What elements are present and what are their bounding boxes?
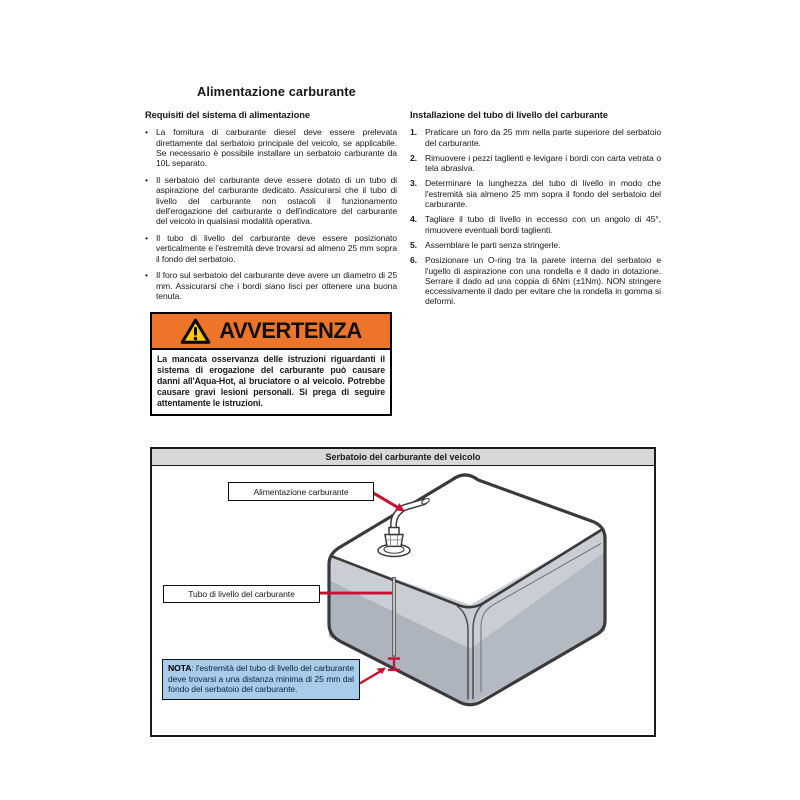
warning-text: La mancata osservanza delle istruzioni riguardanti il sistema di erogazione del carburante può causare danni all'Aqua-Hot, al bruciatore o al veicolo. Potrebbe causare gravi lesioni personali. Si prega di seguire attentamente le istruzioni. xyxy=(152,350,390,414)
diagram-title-bar: Serbatoio del carburante del veicolo xyxy=(152,449,654,466)
left-column xyxy=(145,110,397,416)
step-number: 4. xyxy=(410,214,417,225)
numbered-step xyxy=(410,255,661,306)
bullet-marker: • xyxy=(145,270,148,281)
list-item xyxy=(145,233,397,264)
note-bold-label: NOTA xyxy=(168,663,192,673)
diagram-canvas xyxy=(152,466,654,734)
warning-word: AVVERTENZA xyxy=(219,318,362,344)
step-number: 1. xyxy=(410,127,417,138)
step-number: 5. xyxy=(410,239,417,250)
step-text: Rimuovere i pezzi taglienti e levigare i bordi con carta vetrata o tela abrasiva. xyxy=(425,152,661,174)
note-box xyxy=(162,659,360,700)
step-text: Determinare la lunghezza del tubo di livello in modo che l'estremità sia almeno 25 mm sopra il fondo del serbatoio del carburante. xyxy=(425,178,661,210)
page-title: Alimentazione carburante xyxy=(197,84,356,99)
step-text: Praticare un foro da 25 mm nella parte superiore del serbatoio del carburante. xyxy=(425,127,661,148)
step-text: Assemblare le parti senza stringerle. xyxy=(425,239,561,250)
section-heading-installation: Installazione del tubo di livello del carburante xyxy=(410,109,608,120)
warning-box xyxy=(150,312,392,416)
warning-header xyxy=(152,314,390,350)
note-text: : l'estremità del tubo di livello del carburante deve trovarsi a una distanza minima di 25 mm dal fondo del serbatoio del carburante. xyxy=(168,663,354,695)
label-level-tube: Tubo di livello del carburante xyxy=(163,585,320,603)
numbered-step xyxy=(410,178,661,209)
bullet-marker: • xyxy=(145,232,148,243)
bullet-text: La fornitura di carburante diesel deve essere prelevata direttamente dal serbatoio principale del veicolo, se applicabile. Se necessario è possibile installare un serbatoio carburante da 10L separato. xyxy=(156,127,397,169)
step-text: Tagliare il tubo di livello in eccesso con un angolo di 45°, rimuovere eventuali bordi taglienti. xyxy=(425,214,661,235)
numbered-step xyxy=(410,240,661,250)
warning-triangle-icon xyxy=(180,318,211,345)
list-item xyxy=(145,175,397,226)
bullet-marker: • xyxy=(145,174,148,185)
list-item xyxy=(145,270,397,301)
numbered-step xyxy=(410,127,661,148)
bullet-text: Il tubo di livello del carburante deve essere posizionato verticalmente e l'estremità deve trovarsi ad almeno 25 mm sopra il fondo del serbatoio. xyxy=(156,232,397,264)
label-fuel-supply: Alimentazione carburante xyxy=(228,482,374,501)
step-number: 3. xyxy=(410,178,417,189)
bullet-text: Il foro sul serbatoio del carburante deve avere un diametro di 25 mm. Assicurarsi che i bordi siano lisci per ottenere una buona tenuta. xyxy=(156,270,397,301)
bullet-marker: • xyxy=(145,127,148,138)
step-text: Posizionare un O-ring tra la parete interna del serbatoio e l'ugello di aspirazione con una rondella e il dado in dotazione. Serrare il dado ad una coppia di 6Nm (±1Nm). NON stringere eccessivamente il dado per evitare che la rondella in gomma si deformi. xyxy=(425,255,661,307)
diagram-panel xyxy=(150,447,656,737)
right-column xyxy=(410,110,661,312)
bullet-text: Il serbatoio del carburante deve essere dotato di un tubo di aspirazione del carburante dedicato. Assicurarsi che il tubo di livello del carburante non ostacoli il funzionamento dell'erogazione del carburante o dell'indicatore del carburante del veicolo in qualsiasi modalità operativa. xyxy=(156,174,397,227)
numbered-step xyxy=(410,214,661,235)
step-number: 2. xyxy=(410,152,417,163)
step-number: 6. xyxy=(410,255,417,266)
numbered-step xyxy=(410,153,661,174)
section-heading-requirements: Requisiti del sistema di alimentazione xyxy=(145,109,310,120)
list-item xyxy=(145,127,397,168)
